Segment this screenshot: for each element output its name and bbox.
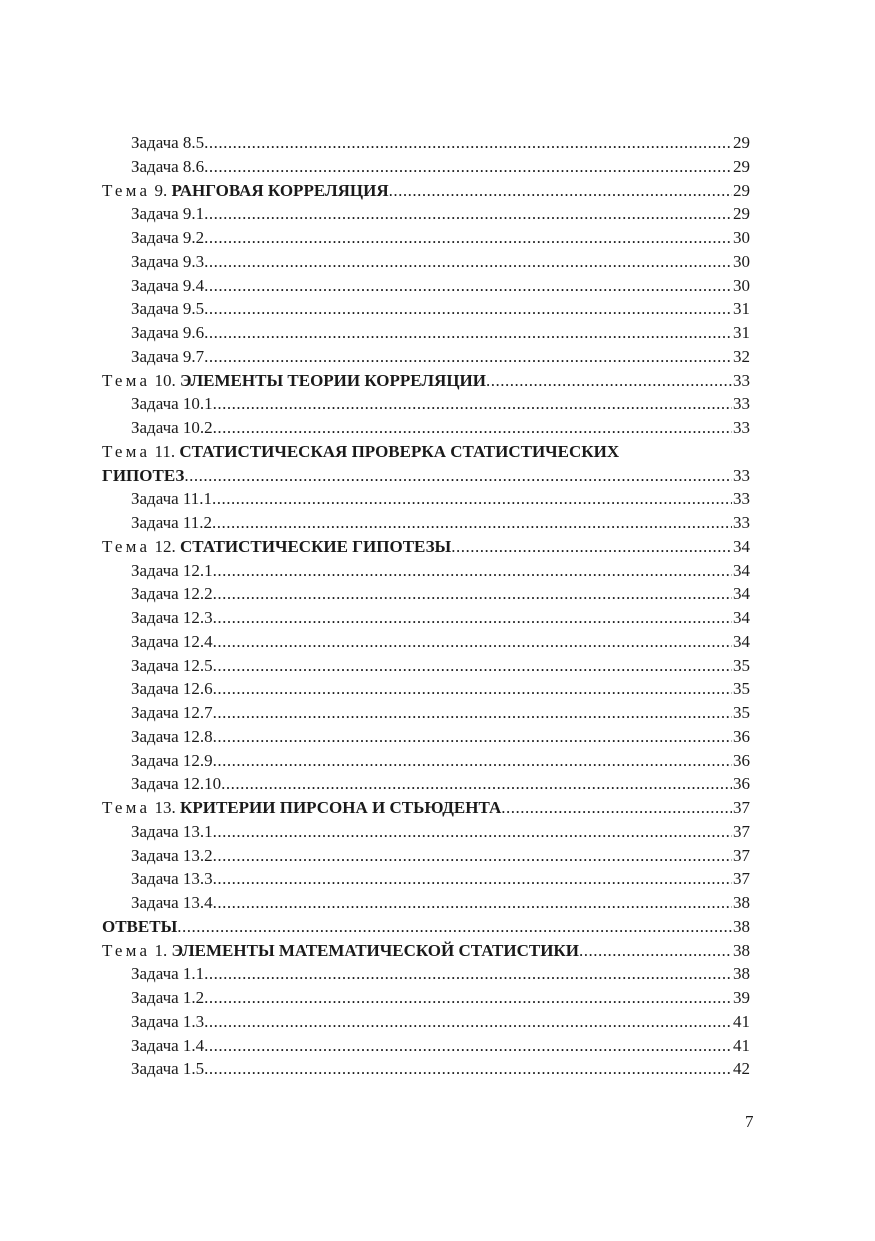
topic-number: 12. bbox=[154, 536, 176, 556]
toc-entry[interactable] bbox=[102, 297, 750, 321]
toc-entry-label: Задача 10.2 bbox=[131, 418, 213, 437]
answers-label: ОТВЕТЫ bbox=[102, 916, 178, 936]
toc-topic-label bbox=[102, 535, 451, 559]
toc-entry-page: 42 bbox=[733, 1059, 750, 1079]
topic-prefix: Тема bbox=[102, 798, 151, 817]
toc-entry[interactable] bbox=[102, 701, 750, 725]
toc-entry-page: 33 bbox=[733, 418, 750, 437]
toc-topic-12[interactable] bbox=[102, 535, 750, 559]
toc-entry-page: 35 bbox=[733, 679, 750, 699]
toc-entry-page: 41 bbox=[733, 1035, 750, 1055]
toc-entry-label: Задача 12.1 bbox=[131, 560, 213, 580]
leader-dots bbox=[213, 559, 732, 583]
leader-dots bbox=[213, 392, 732, 416]
toc-topic-13[interactable] bbox=[102, 796, 750, 820]
toc-entry-page: 38 bbox=[733, 893, 750, 912]
toc-entry[interactable] bbox=[102, 416, 750, 440]
toc-entry-page: 39 bbox=[733, 988, 750, 1007]
toc-entry-page: 29 bbox=[733, 204, 750, 224]
topic-prefix: Тема bbox=[102, 536, 151, 556]
leader-dots bbox=[501, 796, 732, 820]
leader-dots bbox=[204, 1010, 732, 1034]
leader-dots bbox=[213, 891, 732, 915]
toc-entry-label: Задача 8.5 bbox=[131, 133, 205, 152]
leader-dots bbox=[213, 749, 732, 773]
leader-dots bbox=[204, 250, 732, 274]
toc-entry-label: Задача 13.4 bbox=[131, 893, 213, 912]
toc-entry-label: Задача 13.1 bbox=[131, 821, 213, 841]
toc-entry-label: Задача 12.3 bbox=[131, 608, 213, 627]
toc-entry-label: Задача 12.8 bbox=[131, 726, 213, 746]
toc-entry-label: Задача 9.3 bbox=[131, 251, 205, 271]
toc-entry-page: 37 bbox=[733, 821, 750, 841]
toc-entry[interactable] bbox=[102, 772, 750, 796]
topic-title: ЭЛЕМЕНТЫ ТЕОРИИ КОРРЕЛЯЦИИ bbox=[180, 370, 486, 390]
topic-title: РАНГОВАЯ КОРРЕЛЯЦИЯ bbox=[171, 180, 389, 200]
toc-entry-label: Задача 13.3 bbox=[131, 869, 213, 889]
toc-entry[interactable] bbox=[102, 891, 750, 915]
toc-topic-page: 38 bbox=[733, 940, 750, 960]
leader-dots bbox=[451, 535, 732, 559]
toc-entry-page: 29 bbox=[733, 156, 750, 176]
toc-topic-label bbox=[102, 796, 501, 820]
toc-entry-page: 34 bbox=[733, 631, 750, 651]
topic-title-line2: ГИПОТЕЗ bbox=[102, 465, 185, 485]
leader-dots bbox=[204, 345, 732, 369]
toc-entry-label: Задача 1.5 bbox=[131, 1059, 205, 1079]
toc-entry[interactable] bbox=[102, 511, 750, 535]
leader-dots bbox=[204, 962, 732, 986]
toc-entry-label: Задача 9.1 bbox=[131, 204, 205, 224]
leader-dots bbox=[213, 606, 732, 630]
toc-entry[interactable] bbox=[102, 487, 750, 511]
toc-entry-label: Задача 12.2 bbox=[131, 584, 213, 604]
toc-entry[interactable] bbox=[102, 962, 750, 986]
toc-entry-page: 31 bbox=[733, 323, 750, 342]
leader-dots bbox=[213, 582, 732, 606]
leader-dots bbox=[204, 226, 732, 250]
toc-entry[interactable] bbox=[102, 559, 750, 583]
toc-entry-page: 30 bbox=[733, 275, 750, 295]
leader-dots bbox=[213, 677, 732, 701]
page-number: 7 bbox=[745, 1112, 754, 1131]
toc-topic-11-line2[interactable] bbox=[102, 464, 750, 488]
topic-title: КРИТЕРИИ ПИРСОНА И СТЬЮДЕНТА bbox=[180, 798, 502, 817]
toc-entry-page: 36 bbox=[733, 726, 750, 746]
toc-topic-10[interactable] bbox=[102, 369, 750, 393]
toc-topic-11-line1[interactable] bbox=[102, 440, 750, 464]
toc-entry-page: 32 bbox=[733, 346, 750, 366]
leader-dots bbox=[213, 725, 732, 749]
toc-entry[interactable] bbox=[102, 725, 750, 749]
toc-entry-page: 29 bbox=[733, 133, 750, 152]
toc-topic-page: 34 bbox=[733, 536, 750, 556]
toc-entry[interactable] bbox=[102, 867, 750, 891]
toc-entry-label: Задача 9.4 bbox=[131, 275, 205, 295]
topic-number: 1. bbox=[154, 940, 168, 960]
toc-entry-label: Задача 1.3 bbox=[131, 1011, 205, 1031]
toc-entry-label: Задача 11.1 bbox=[131, 489, 213, 509]
toc-entry-page: 35 bbox=[733, 655, 750, 675]
leader-dots bbox=[213, 867, 732, 891]
topic-prefix: Тема bbox=[102, 180, 151, 200]
toc-entry[interactable] bbox=[102, 250, 750, 274]
toc-entry[interactable] bbox=[102, 1010, 750, 1034]
toc-entry-label: Задача 12.7 bbox=[131, 703, 213, 722]
toc-entry-page: 34 bbox=[733, 584, 750, 604]
toc-answers-topic-1[interactable] bbox=[102, 939, 750, 963]
toc-entry[interactable] bbox=[102, 345, 750, 369]
toc-entry-label: Задача 12.6 bbox=[131, 679, 213, 699]
leader-dots bbox=[204, 986, 732, 1010]
toc-entry-label: Задача 12.9 bbox=[131, 750, 213, 770]
toc-entry-label: Задача 1.4 bbox=[131, 1035, 205, 1055]
leader-dots bbox=[204, 155, 732, 179]
leader-dots bbox=[213, 416, 732, 440]
topic-prefix: Тема bbox=[102, 940, 151, 960]
toc-entry-label: Задача 1.2 bbox=[131, 988, 205, 1007]
toc-entry[interactable] bbox=[102, 392, 750, 416]
toc-entry-page: 36 bbox=[733, 774, 750, 794]
topic-prefix: Тема bbox=[102, 441, 151, 461]
toc-entry-label: Задача 8.6 bbox=[131, 156, 205, 176]
leader-dots bbox=[213, 630, 732, 654]
toc-entry[interactable] bbox=[102, 321, 750, 345]
topic-title: ЭЛЕМЕНТЫ МАТЕМАТИЧЕСКОЙ СТАТИСТИКИ bbox=[171, 940, 579, 960]
topic-number: 9. bbox=[154, 180, 168, 200]
toc-entry-label: Задача 12.5 bbox=[131, 655, 213, 675]
toc-topic-9[interactable] bbox=[102, 179, 750, 203]
toc-entry-page: 30 bbox=[733, 228, 750, 247]
leader-dots bbox=[212, 487, 732, 511]
toc-entry-page: 41 bbox=[733, 1011, 750, 1031]
leader-dots bbox=[204, 297, 732, 321]
leader-dots bbox=[213, 654, 732, 678]
toc-entry[interactable] bbox=[102, 1034, 750, 1058]
toc-topic-page: 33 bbox=[733, 465, 750, 485]
topic-title-line1: СТАТИСТИЧЕСКАЯ ПРОВЕРКА СТАТИСТИЧЕСКИХ bbox=[179, 441, 620, 461]
leader-dots bbox=[204, 1034, 732, 1058]
leader-dots bbox=[389, 179, 732, 203]
toc-entry-label: Задача 12.10 bbox=[131, 774, 222, 794]
toc-entry-page: 33 bbox=[733, 394, 750, 414]
leader-dots bbox=[204, 1057, 732, 1081]
toc-entry[interactable] bbox=[102, 155, 750, 179]
toc-topic-label bbox=[102, 939, 579, 963]
toc-entry-page: 33 bbox=[733, 489, 750, 509]
toc-entry[interactable] bbox=[102, 749, 750, 773]
toc-entry-page: 35 bbox=[733, 703, 750, 722]
toc-entry[interactable] bbox=[102, 844, 750, 868]
leader-dots bbox=[213, 844, 732, 868]
toc-entry-label: Задача 11.2 bbox=[131, 513, 213, 532]
toc-entry-label: Задача 9.6 bbox=[131, 323, 205, 342]
toc-entry-page: 36 bbox=[733, 750, 750, 770]
toc-entry[interactable] bbox=[102, 820, 750, 844]
leader-dots bbox=[213, 701, 732, 725]
toc-answers[interactable] bbox=[102, 915, 750, 939]
topic-title: СТАТИСТИЧЕСКИЕ ГИПОТЕЗЫ bbox=[180, 536, 452, 556]
toc-entry-page: 31 bbox=[733, 299, 750, 319]
toc-entry[interactable] bbox=[102, 582, 750, 606]
toc-entry-page: 37 bbox=[733, 845, 750, 865]
toc-entry-page: 30 bbox=[733, 251, 750, 271]
topic-prefix: Тема bbox=[102, 370, 151, 390]
toc-entry[interactable] bbox=[102, 226, 750, 250]
leader-dots bbox=[213, 820, 732, 844]
toc-entry-label: Задача 13.2 bbox=[131, 845, 213, 865]
toc-entry[interactable] bbox=[102, 131, 750, 155]
toc-topic-label bbox=[102, 369, 486, 393]
toc-entry-label: Задача 9.7 bbox=[131, 346, 205, 366]
toc-entry[interactable] bbox=[102, 606, 750, 630]
toc-entry-label: Задача 1.1 bbox=[131, 964, 205, 984]
topic-number: 13. bbox=[154, 798, 176, 817]
toc-topic-page: 37 bbox=[733, 798, 750, 817]
leader-dots bbox=[204, 131, 732, 155]
toc-entry[interactable] bbox=[102, 630, 750, 654]
toc-entry[interactable] bbox=[102, 274, 750, 298]
toc-entry[interactable] bbox=[102, 677, 750, 701]
toc-entry-page: 34 bbox=[733, 560, 750, 580]
toc-entry-page: 34 bbox=[733, 608, 750, 627]
leader-dots bbox=[486, 369, 732, 393]
leader-dots bbox=[212, 511, 732, 535]
leader-dots bbox=[579, 939, 732, 963]
leader-dots bbox=[204, 321, 732, 345]
topic-number: 11. bbox=[154, 441, 176, 461]
toc-topic-page: 29 bbox=[733, 180, 750, 200]
toc-entry-label: Задача 10.1 bbox=[131, 394, 213, 414]
toc-entry-label: Задача 9.2 bbox=[131, 228, 205, 247]
toc-entry-page: 38 bbox=[733, 964, 750, 984]
toc-topic-page: 38 bbox=[733, 916, 750, 936]
toc-entry-label: Задача 12.4 bbox=[131, 631, 213, 651]
toc-entry[interactable] bbox=[102, 1057, 750, 1081]
toc-entry[interactable] bbox=[102, 654, 750, 678]
leader-dots bbox=[221, 772, 732, 796]
toc-entry[interactable] bbox=[102, 986, 750, 1010]
leader-dots bbox=[184, 464, 732, 488]
leader-dots bbox=[177, 915, 732, 939]
toc-entry-page: 33 bbox=[733, 513, 750, 532]
topic-number: 10. bbox=[154, 370, 176, 390]
toc-topic-label bbox=[102, 179, 389, 203]
toc-topic-page: 33 bbox=[733, 370, 750, 390]
toc-entry[interactable] bbox=[102, 202, 750, 226]
leader-dots bbox=[204, 202, 732, 226]
toc-entry-label: Задача 9.5 bbox=[131, 299, 205, 319]
table-of-contents bbox=[102, 131, 750, 1081]
leader-dots bbox=[204, 274, 732, 298]
toc-entry-page: 37 bbox=[733, 869, 750, 889]
